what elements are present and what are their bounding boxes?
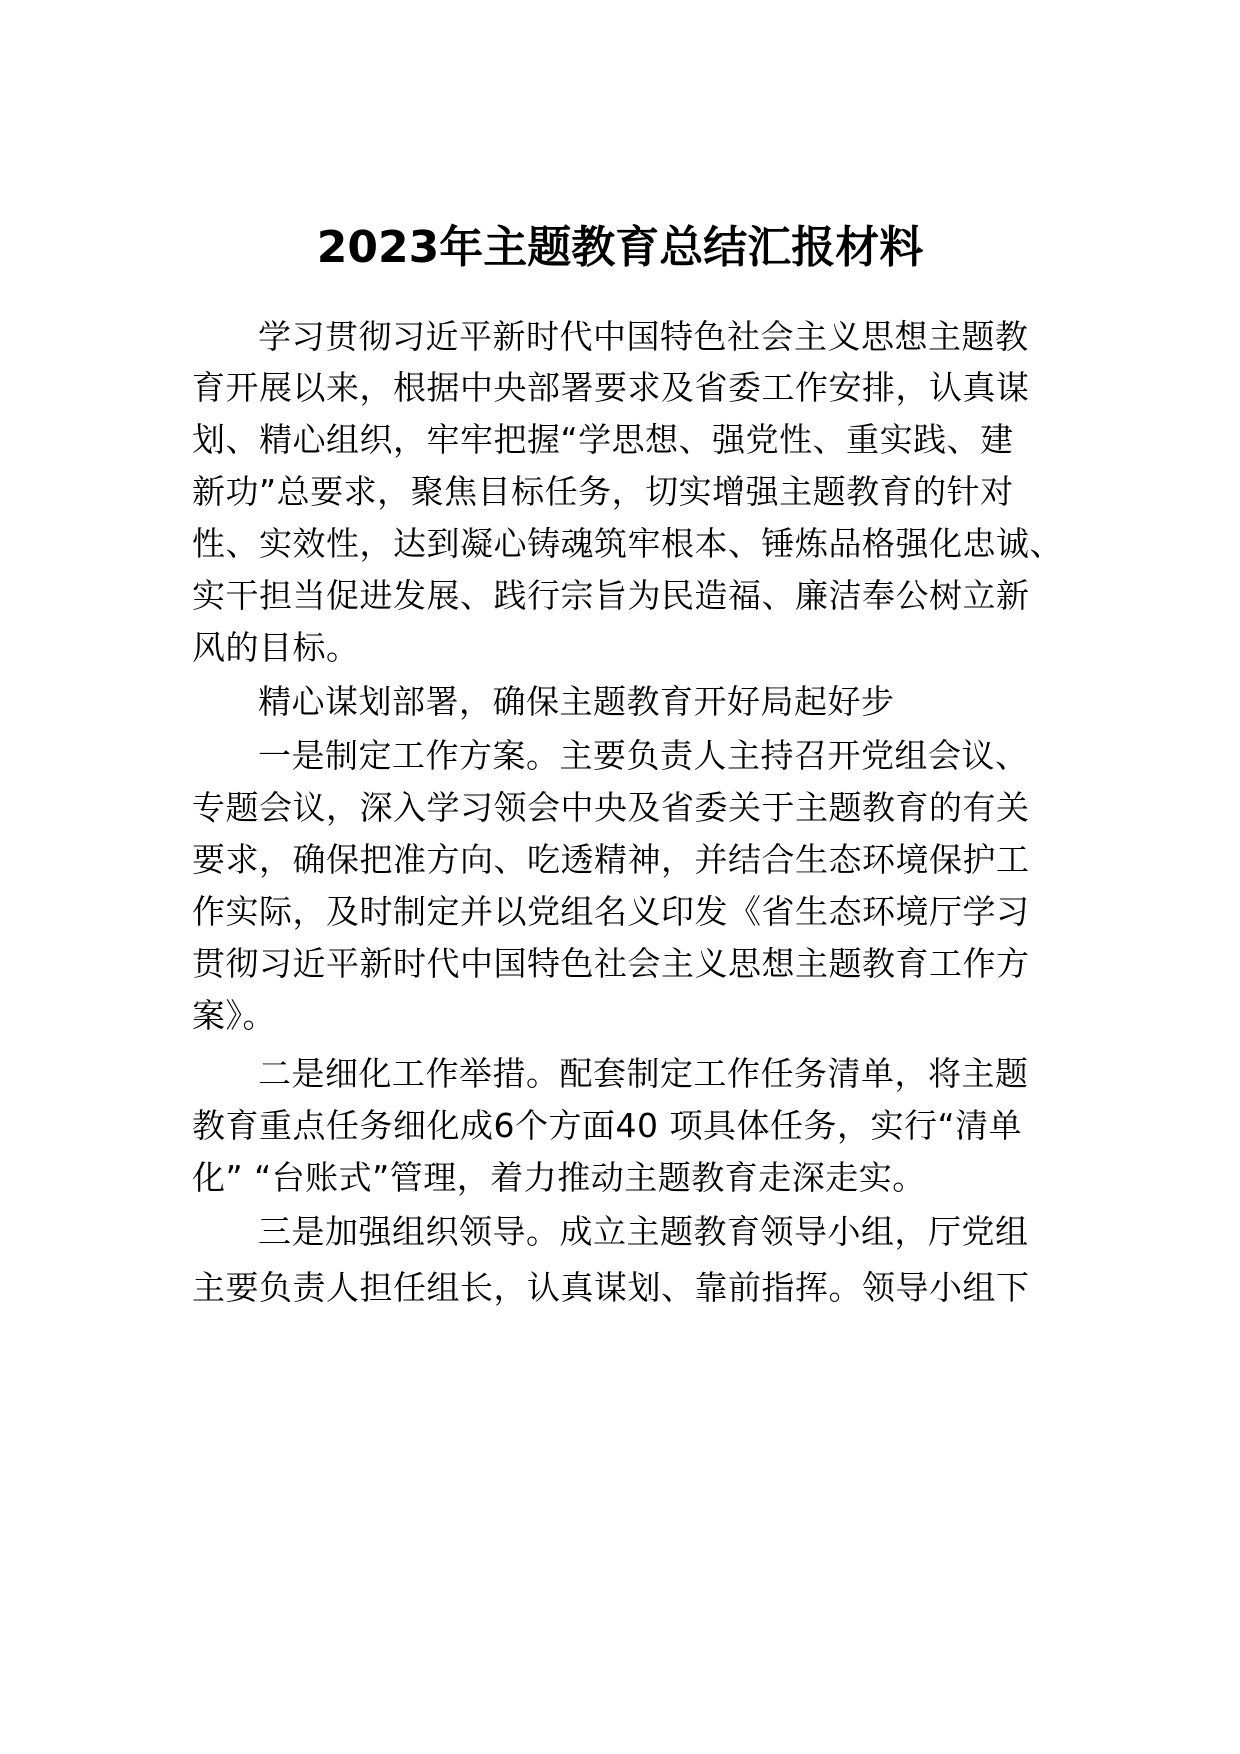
paragraph-line: 实干担当促进发展、践行宗旨为民造福、廉洁奉公树立新 (192, 576, 1030, 615)
document-title: 2023年主题教育总结汇报材料 (316, 222, 924, 273)
paragraph-line: 主要负责人担任组长，认真谋划、靠前指挥。领导小组下 (192, 1268, 1030, 1307)
paragraph-line: 要求，确保把准方向、吃透精神，并结合生态环境保护工 (192, 840, 1030, 879)
section-heading: 精心谋划部署，确保主题教育开好局起好步 (258, 682, 895, 721)
paragraph-line: 风的目标。 (192, 628, 360, 667)
paragraph-line: 三是加强组织领导。成立主题教育领导小组，厅党组 (258, 1212, 1029, 1251)
paragraph-line: 贯彻习近平新时代中国特色社会主义思想主题教育工作方 (192, 944, 1030, 983)
paragraph-line: 作实际，及时制定并以党组名义印发《省生态环境厅学习 (192, 892, 1030, 931)
paragraph-line: 专题会议，深入学习领会中央及省委关于主题教育的有关 (192, 788, 1030, 827)
paragraph-line: 教育重点任务细化成6个方面40 项具体任务，实行“清单 (192, 1106, 1023, 1145)
paragraph-line: 一是制定工作方案。主要负责人主持召开党组会议、 (258, 736, 1029, 775)
paragraph-line: 性、实效性，达到凝心铸魂筑牢根本、锤炼品格强化忠诚、 (192, 524, 1063, 563)
paragraph-line: 育开展以来，根据中央部署要求及省委工作安排，认真谋 (192, 368, 1030, 407)
paragraph-line: 划、精心组织，牢牢把握“学思想、强党性、重实践、建 (192, 420, 1014, 459)
paragraph-line: 化” “台账式”管理，着力推动主题教育走深走实。 (192, 1158, 926, 1197)
paragraph-line: 新功”总要求，聚焦目标任务，切实增强主题教育的针对 (192, 472, 1014, 511)
paragraph-line: 案》。 (192, 996, 276, 1035)
paragraph-line: 学习贯彻习近平新时代中国特色社会主义思想主题教 (258, 317, 1029, 356)
paragraph-line: 二是细化工作举措。配套制定工作任务清单，将主题 (258, 1054, 1029, 1093)
